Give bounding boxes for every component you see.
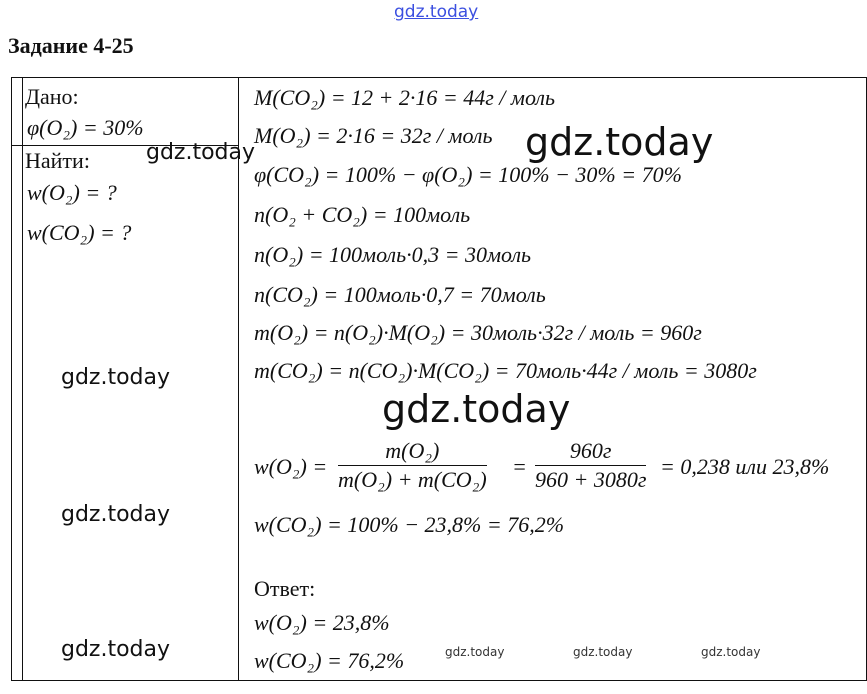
solution-line: φ(CO₂) = 100% − φ(O₂) = 100% − 30% = 70% xyxy=(254,162,682,187)
fraction-lhs: w(O₂) = xyxy=(254,454,328,479)
fraction-denominator: m(O₂) + m(CO₂) xyxy=(338,467,487,492)
solution-line: M(CO₂) = 12 + 2·16 = 44г / моль xyxy=(254,85,556,110)
solution-line: n(O₂ + CO₂) = 100моль xyxy=(254,202,471,227)
fraction-values xyxy=(535,440,646,491)
watermark: gdz.today xyxy=(525,120,714,164)
watermark: gdz.today xyxy=(445,645,505,659)
solution-line-co2-fraction: w(CO₂) = 100% − 23,8% = 76,2% xyxy=(254,512,565,537)
watermark: gdz.today xyxy=(61,637,171,662)
watermark: gdz.today xyxy=(61,502,171,527)
answer-label: Ответ: xyxy=(254,576,316,601)
find-item-mass-fraction-o2: w(O₂) = ? xyxy=(27,180,117,205)
solution-line: n(CO₂) = 100моль·0,7 = 70моль xyxy=(254,282,546,307)
watermark: gdz.today xyxy=(146,140,256,165)
solution-line: m(CO₂) = n(CO₂)·M(CO₂) = 70моль·44г / моль = 3080г xyxy=(254,358,757,383)
answer-line: w(CO₂) = 76,2% xyxy=(254,648,405,673)
solution-line: M(O₂) = 2·16 = 32г / моль xyxy=(254,123,493,148)
find-item-mass-fraction-co2: w(CO₂) = ? xyxy=(27,220,132,245)
fraction-result: = 0,238 или 23,8% xyxy=(660,454,830,479)
solution-line: m(O₂) = n(O₂)·M(O₂) = 30моль·32г / моль = 960г xyxy=(254,320,702,345)
watermark: gdz.today xyxy=(61,365,171,390)
solution-line: n(O₂) = 100моль·0,3 = 30моль xyxy=(254,242,532,267)
fraction-numerator: m(O₂) xyxy=(385,438,440,463)
task-title: Задание 4-25 xyxy=(8,33,134,58)
top-watermark-link[interactable]: gdz.today xyxy=(394,2,479,22)
watermark: gdz.today xyxy=(382,387,571,431)
find-label: Найти: xyxy=(25,148,90,173)
watermark: gdz.today xyxy=(573,645,633,659)
fraction-mass-ratio xyxy=(338,440,487,491)
fraction-numerator-value: 960г xyxy=(569,438,612,463)
given-label: Дано: xyxy=(25,84,79,109)
fraction-equals: = xyxy=(512,454,527,479)
given-value: φ(O₂) = 30% xyxy=(27,115,144,140)
answer-line: w(O₂) = 23,8% xyxy=(254,610,390,635)
left-border-line xyxy=(22,77,23,681)
fraction-denominator-value: 960 + 3080г xyxy=(535,467,647,492)
watermark: gdz.today xyxy=(701,645,761,659)
